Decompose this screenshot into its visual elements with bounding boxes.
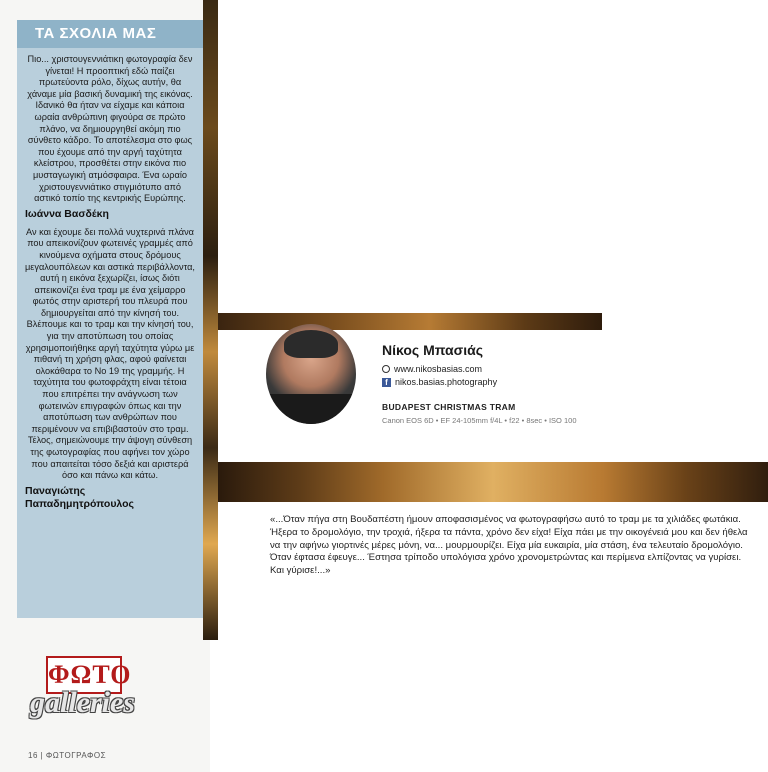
comments-title: ΤΑ ΣΧΟΛΙΑ ΜΑΣ xyxy=(17,20,203,48)
comment-author-1: Ιωάννα Βασδέκη xyxy=(25,207,109,220)
foto-galleries-logo xyxy=(30,656,150,726)
avatar-hair xyxy=(284,330,338,358)
camera-settings: Canon EOS 6D • EF 24-105mm f/4L • f22 • 8sec • ISO 100 xyxy=(382,416,577,425)
magazine-page xyxy=(0,0,210,772)
logo-galleries-text: galleries xyxy=(30,686,135,719)
website-link[interactable]: www.nikosbasias.com xyxy=(394,364,483,374)
photographer-avatar xyxy=(266,324,356,424)
facebook-link[interactable]: nikos.basias.photography xyxy=(395,377,498,387)
page-number: 16 | ΦΩΤΟΓΡΑΦΟΣ xyxy=(28,751,107,760)
facebook-icon: f xyxy=(382,378,391,387)
globe-icon xyxy=(382,365,390,373)
photo-title: BUDAPEST CHRISTMAS TRAM xyxy=(382,402,516,412)
comment-paragraph-1: Πιο... χριστουγεννιάτικη φωτογραφία δεν γίνεται! Η προοπτική εδώ παίζει πρωτεύοντα ρόλο, δίχως αυτήν, θα χάναμε μία βασική δυναμική της εικόνας. Ιδανικό θα ήταν να είχαμε και κάποια ωραία ανθρώπινη φιγούρα σε πρώτο πλάνο, να δημιουργηθεί ακόμη πιο σύνθετο κάδρο. Το αποτέλεσμα στο φως που έχουμε από την αργή ταχύτητα κλείστρου, προσθέτει στην εικόνα πιο μυσταγωγική ατμόσφαιρα. Ένα ωραίο χριστουγεννιάτικο στιγμιότυπο από αστικό τοπίο της κεντρικής Ευρώπης. xyxy=(27,54,193,204)
comments-body xyxy=(25,54,195,517)
comments-panel xyxy=(17,20,203,618)
avatar-shirt xyxy=(266,394,356,424)
photographer-quote: «...Όταν πήγα στη Βουδαπέστη ήμουν αποφασισμένος να φωτογραφήσω αυτό το τραμ με τα χιλιάδες φωτάκια. Ήξερα το δρομολόγιο, την τροχιά, ήξερα τα πάντα, χρόνο δεν είχα! Είχα πάει με την οικογένειά μου και δεν ήθελα να την αφήνω γιορτινές μέρες μόνη, να... μουρμουρίζει. Είχα μία ευκαιρία, μία στάση, ένα τελευταίο δρομολόγιο. Όταν έφτασα έφευγε... Έστησα τρίποδο υπολόγισα χρόνο χρονομετρώντας και περίμενα ελπίζοντας να γυρίσει. Και γύρισε!...» xyxy=(270,514,748,577)
tram-photo-band xyxy=(218,462,768,502)
comment-author-2: Παναγιώτης Παπαδημητρόπουλος xyxy=(25,484,135,510)
quote-panel xyxy=(218,502,768,614)
photo-edge-strip xyxy=(203,0,218,640)
photographer-card xyxy=(218,330,602,462)
website-row xyxy=(382,364,482,374)
comment-paragraph-2: Αν και έχουμε δει πολλά νυχτερινά πλάνα που απεικονίζουν φωτεινές γραμμές από κινούμενα οχήματα στους δρόμους μεγαλουπόλεων και αστικά περιβάλλοντα, αυτή η εικόνα ξεχωρίζει, ίσως διότι απεικονίζει ένα τραμ με ένα χείμαρρο φωτός στην αριστερή του πλευρά που δημιουργείται από την κίνησή του. Βλέπουμε και το τραμ και την κίνησή του, για την αποτύπωση του οποίας χρησιμοποιήθηκε αργή ταχύτητα γύρω με πιθανή τη χρήση φλας, αφού φαίνεται ολοκάθαρα το Νο 19 της γραμμής. Η ταχύτητα του φωτοφράχτη είναι τέτοια που επιτρέπει την ανάγνωση των φωτεινών επιγραφών όπως και την αποτύπωση των ανθρώπων που περιμένουν να επιβιβαστούν στο τραμ. Τέλος, σημειώνουμε την άψογη σύνθεση της φωτογραφίας που αφήνει τον χώρο που απαιτείται τόσο δεξιά και αριστερά όσο και πάνω και κάτω. xyxy=(25,226,195,481)
photographer-name: Νίκος Μπασιάς xyxy=(382,342,484,358)
facebook-row xyxy=(382,377,497,387)
logo-foto-text: ΦΩΤΟ xyxy=(46,656,122,694)
